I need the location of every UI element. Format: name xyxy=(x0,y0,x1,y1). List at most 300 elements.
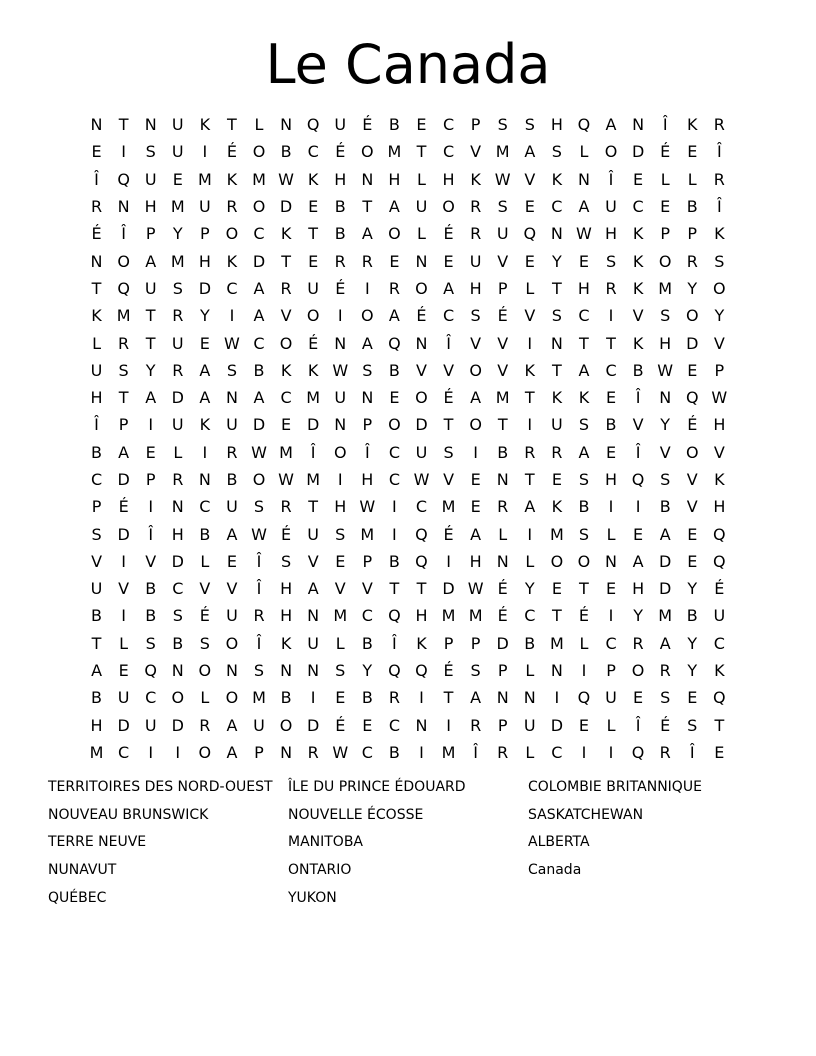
grid-letter: N xyxy=(361,388,374,408)
grid-letter: H xyxy=(469,278,482,298)
grid-letter: Y xyxy=(633,606,643,626)
grid-letter: D xyxy=(252,251,266,271)
grid-letter: B xyxy=(497,442,509,462)
grid-letter: D xyxy=(442,579,455,599)
word-list-item: ALBERTA xyxy=(528,834,590,851)
grid-letter: A xyxy=(118,442,130,462)
grid-letter: K xyxy=(632,224,644,244)
grid-letter: N xyxy=(632,115,645,135)
grid-letter: H xyxy=(280,606,293,626)
grid-letter: B xyxy=(91,688,103,708)
grid-letter: A xyxy=(361,224,373,244)
grid-letter: H xyxy=(334,169,347,189)
grid-letter: E xyxy=(118,661,129,681)
grid-letter: M xyxy=(197,169,212,189)
grid-letter: K xyxy=(91,306,102,326)
grid-letter: N xyxy=(605,551,617,571)
word-list-item: TERRE NEUVE xyxy=(48,834,147,851)
grid-letter: W xyxy=(467,579,484,599)
grid-letter: E xyxy=(308,251,319,271)
grid-letter: Y xyxy=(714,306,725,326)
grid-letter: N xyxy=(334,333,347,353)
grid-letter: Q xyxy=(415,551,428,571)
grid-letter: D xyxy=(496,633,509,653)
grid-letter: S xyxy=(524,115,535,135)
grid-letter: É xyxy=(335,142,346,162)
grid-letter: O xyxy=(225,224,239,244)
grid-row xyxy=(83,302,733,329)
grid-letter: V xyxy=(416,360,427,380)
grid-letter: O xyxy=(252,197,266,217)
grid-letter: H xyxy=(90,388,103,408)
grid-letter: Y xyxy=(199,306,210,326)
grid-letter: K xyxy=(280,360,292,380)
grid-letter: E xyxy=(308,197,319,217)
grid-letter: A xyxy=(199,360,211,380)
grid-letter: Q xyxy=(388,606,401,626)
grid-letter: E xyxy=(172,169,183,189)
grid-letter: A xyxy=(145,388,157,408)
grid-letter: C xyxy=(361,742,373,762)
grid-letter: Y xyxy=(687,278,698,298)
grid-letter: S xyxy=(145,633,156,653)
grid-letter: S xyxy=(362,360,373,380)
grid-letter: C xyxy=(713,633,725,653)
grid-letter: I xyxy=(148,497,154,517)
grid-letter: O xyxy=(198,661,212,681)
grid-letter: B xyxy=(686,197,698,217)
grid-letter: E xyxy=(714,742,725,762)
grid-letter: E xyxy=(389,251,400,271)
grid-letter: O xyxy=(361,142,374,162)
grid-letter: U xyxy=(605,688,617,708)
word-list-item: TERRITOIRES DES NORD-OUEST xyxy=(48,778,273,795)
grid-letter: T xyxy=(227,115,237,135)
grid-letter: W xyxy=(278,470,294,489)
grid-letter: C xyxy=(578,306,590,326)
grid-letter: P xyxy=(497,661,508,681)
grid-letter: I xyxy=(175,742,181,762)
grid-letter: E xyxy=(578,715,589,735)
grid-letter: E xyxy=(389,388,400,408)
grid-letter: B xyxy=(145,579,157,599)
grid-letter: N xyxy=(90,115,103,135)
grid-letter: C xyxy=(172,579,184,599)
grid-letter: K xyxy=(307,360,319,380)
grid-letter: I xyxy=(148,415,154,435)
grid-letter: T xyxy=(362,197,373,217)
grid-letter: W xyxy=(251,524,267,544)
grid-letter: K xyxy=(687,115,698,135)
grid-letter: R xyxy=(659,742,671,762)
grid-letter: U xyxy=(171,415,184,435)
grid-letter: O xyxy=(198,742,212,762)
grid-letter: M xyxy=(360,524,375,544)
grid-letter: K xyxy=(632,333,644,353)
grid-row xyxy=(83,166,733,193)
grid-letter: R xyxy=(388,688,400,708)
grid-letter: R xyxy=(470,197,482,217)
grid-letter: U xyxy=(144,278,157,298)
grid-letter: S xyxy=(660,470,671,489)
grid-letter: R xyxy=(686,251,698,271)
grid-letter: U xyxy=(307,524,320,544)
grid-letter: U xyxy=(551,415,563,435)
grid-letter: U xyxy=(171,333,184,353)
grid-letter: H xyxy=(577,278,590,298)
grid-letter: M xyxy=(549,524,564,544)
grid-letter: C xyxy=(605,360,617,380)
word-list-item: YUKON xyxy=(288,889,337,906)
grid-row xyxy=(83,493,733,520)
grid-letter: T xyxy=(416,579,427,599)
grid-letter: T xyxy=(308,224,319,244)
word-list-row xyxy=(48,773,768,801)
grid-letter: Î xyxy=(689,742,695,762)
grid-letter: S xyxy=(714,251,725,271)
grid-letter: R xyxy=(632,633,644,653)
grid-letter: M xyxy=(170,197,185,217)
grid-letter: U xyxy=(117,688,130,708)
grid-letter: Q xyxy=(713,524,726,544)
grid-letter: S xyxy=(578,415,590,435)
word-list-item: NOUVELLE ÉCOSSE xyxy=(288,806,424,823)
grid-letter: M xyxy=(252,688,266,708)
grid-letter: S xyxy=(497,115,508,135)
grid-letter: S xyxy=(470,661,481,681)
grid-letter: M xyxy=(658,278,673,298)
grid-letter: É xyxy=(714,579,725,599)
grid-letter: N xyxy=(361,169,374,189)
grid-letter: I xyxy=(581,661,587,681)
grid-letter: W xyxy=(711,388,728,408)
grid-letter: P xyxy=(714,360,725,380)
grid-letter: H xyxy=(334,497,347,517)
grid-letter: V xyxy=(470,142,482,162)
grid-letter: L xyxy=(254,115,264,135)
grid-letter: K xyxy=(551,497,563,517)
grid-letter: T xyxy=(308,497,319,517)
grid-letter: E xyxy=(199,333,210,353)
grid-letter: C xyxy=(442,142,455,162)
grid-letter: R xyxy=(226,197,238,217)
grid-row xyxy=(83,138,733,165)
grid-letter: O xyxy=(252,470,266,489)
grid-letter: H xyxy=(144,197,157,217)
grid-letter: I xyxy=(310,688,316,708)
grid-letter: É xyxy=(335,715,346,735)
grid-letter: O xyxy=(361,306,374,326)
grid-letter: B xyxy=(172,633,184,653)
grid-letter: A xyxy=(253,278,265,298)
grid-letter: P xyxy=(470,115,481,135)
grid-letter: R xyxy=(226,442,238,462)
grid-letter: V xyxy=(632,306,644,326)
grid-letter: Q xyxy=(713,688,726,708)
grid-letter: E xyxy=(633,169,644,189)
grid-letter: E xyxy=(633,688,644,708)
grid-letter: S xyxy=(199,633,210,653)
grid-letter: N xyxy=(144,115,157,135)
grid-letter: I xyxy=(229,306,235,326)
grid-letter: Q xyxy=(117,278,130,298)
grid-letter: U xyxy=(605,197,617,217)
grid-letter: T xyxy=(389,579,400,599)
grid-row xyxy=(83,220,733,247)
grid-letter: B xyxy=(659,497,671,517)
grid-letter: C xyxy=(199,497,211,517)
grid-letter: É xyxy=(362,115,373,135)
grid-letter: W xyxy=(278,169,294,189)
grid-letter: I xyxy=(364,278,370,298)
grid-letter: R xyxy=(172,470,184,489)
grid-letter: S xyxy=(91,524,102,544)
grid-letter: M xyxy=(89,742,104,762)
grid-letter: H xyxy=(605,470,618,489)
grid-letter: C xyxy=(442,306,455,326)
grid-letter: Q xyxy=(415,661,428,681)
grid-letter: Î xyxy=(716,142,722,162)
grid-letter: S xyxy=(551,142,562,162)
grid-letter: H xyxy=(361,470,374,489)
grid-letter: K xyxy=(714,661,725,681)
grid-letter: Y xyxy=(687,633,698,653)
grid-letter: B xyxy=(334,224,346,244)
grid-letter: K xyxy=(199,415,211,435)
grid-letter: U xyxy=(144,715,157,735)
grid-letter: S xyxy=(281,551,292,571)
grid-letter: D xyxy=(171,715,184,735)
grid-letter: E xyxy=(335,688,346,708)
grid-letter: S xyxy=(172,606,183,626)
grid-letter: C xyxy=(307,142,319,162)
grid-letter: R xyxy=(388,278,400,298)
grid-letter: O xyxy=(171,688,185,708)
grid-letter: S xyxy=(253,661,265,681)
grid-letter: E xyxy=(687,688,698,708)
grid-letter: S xyxy=(172,278,183,298)
grid-letter: Q xyxy=(388,661,401,681)
grid-row xyxy=(83,357,733,384)
grid-letter: O xyxy=(279,715,293,735)
grid-letter: S xyxy=(335,661,346,681)
grid-letter: V xyxy=(307,551,319,571)
grid-row xyxy=(83,329,733,356)
grid-letter: C xyxy=(551,197,563,217)
grid-letter: H xyxy=(388,169,401,189)
grid-letter: Y xyxy=(687,579,698,599)
grid-letter: A xyxy=(388,306,400,326)
grid-letter: Î xyxy=(256,551,262,571)
grid-letter: I xyxy=(635,497,641,517)
grid-letter: N xyxy=(90,251,103,271)
grid-letter: W xyxy=(251,442,267,462)
grid-letter: M xyxy=(252,169,266,189)
grid-letter: P xyxy=(497,278,508,298)
grid-letter: É xyxy=(497,306,508,326)
grid-letter: C xyxy=(145,688,157,708)
grid-letter: P xyxy=(362,551,373,571)
grid-letter: Q xyxy=(306,115,320,135)
grid-letter: T xyxy=(551,606,562,626)
grid-letter: O xyxy=(117,251,130,271)
grid-letter: É xyxy=(308,333,319,353)
word-search-grid xyxy=(83,111,733,766)
grid-letter: S xyxy=(118,360,129,380)
grid-letter: S xyxy=(253,497,265,517)
grid-letter: D xyxy=(117,524,130,544)
grid-letter: K xyxy=(280,633,292,653)
grid-letter: Q xyxy=(577,115,591,135)
grid-letter: K xyxy=(226,251,238,271)
grid-letter: K xyxy=(470,169,481,189)
grid-letter: O xyxy=(225,688,239,708)
grid-letter: V xyxy=(659,442,671,462)
grid-letter: U xyxy=(415,442,428,462)
grid-letter: Y xyxy=(551,251,562,271)
grid-letter: S xyxy=(335,524,346,544)
grid-letter: Î xyxy=(608,169,614,189)
grid-letter: U xyxy=(90,579,103,599)
grid-letter: Q xyxy=(144,661,157,681)
grid-letter: O xyxy=(225,633,239,653)
grid-letter: N xyxy=(415,333,428,353)
grid-letter: M xyxy=(387,142,402,162)
grid-letter: K xyxy=(280,224,292,244)
word-list xyxy=(48,773,768,911)
grid-letter: S xyxy=(145,142,156,162)
grid-letter: L xyxy=(687,169,697,189)
grid-letter: H xyxy=(605,224,618,244)
grid-letter: W xyxy=(224,333,240,353)
grid-row xyxy=(83,657,733,684)
grid-letter: K xyxy=(199,115,211,135)
grid-letter: B xyxy=(388,551,400,571)
grid-letter: B xyxy=(361,633,373,653)
grid-letter: A xyxy=(388,197,400,217)
grid-letter: D xyxy=(307,715,320,735)
grid-letter: T xyxy=(145,333,156,353)
grid-letter: C xyxy=(388,470,400,489)
grid-letter: N xyxy=(307,661,320,681)
grid-letter: L xyxy=(417,224,426,244)
word-list-item: ÎLE DU PRINCE ÉDOUARD xyxy=(288,778,466,795)
grid-letter: L xyxy=(525,278,535,298)
grid-letter: P xyxy=(470,633,481,653)
grid-letter: H xyxy=(442,169,455,189)
grid-letter: U xyxy=(198,197,211,217)
grid-letter: I xyxy=(392,497,397,517)
grid-letter: Î xyxy=(635,442,641,462)
grid-letter: N xyxy=(550,224,563,244)
grid-letter: U xyxy=(253,715,265,735)
grid-letter: M xyxy=(495,142,510,162)
grid-letter: E xyxy=(687,360,698,380)
grid-letter: U xyxy=(307,278,320,298)
grid-letter: U xyxy=(523,715,536,735)
grid-letter: E xyxy=(633,524,644,544)
grid-letter: L xyxy=(173,442,183,462)
grid-letter: N xyxy=(550,333,563,353)
grid-letter: O xyxy=(631,661,645,681)
grid-letter: Y xyxy=(145,360,156,380)
grid-letter: É xyxy=(443,661,454,681)
grid-letter: K xyxy=(551,388,563,408)
grid-letter: R xyxy=(659,661,671,681)
grid-letter: O xyxy=(279,333,293,353)
grid-letter: I xyxy=(527,333,533,353)
grid-letter: T xyxy=(606,333,616,353)
grid-letter: B xyxy=(280,142,292,162)
grid-letter: N xyxy=(280,661,293,681)
grid-letter: M xyxy=(333,606,348,626)
grid-letter: S xyxy=(578,524,590,544)
grid-letter: V xyxy=(334,579,346,599)
grid-letter: A xyxy=(226,715,238,735)
grid-letter: A xyxy=(470,388,482,408)
grid-letter: É xyxy=(497,606,508,626)
grid-letter: Y xyxy=(362,661,373,681)
grid-row xyxy=(83,193,733,220)
grid-letter: N xyxy=(117,197,130,217)
grid-row xyxy=(83,520,733,547)
grid-letter: L xyxy=(335,633,345,653)
grid-letter: Y xyxy=(687,661,698,681)
grid-letter: U xyxy=(496,224,509,244)
grid-letter: A xyxy=(470,688,482,708)
grid-letter: S xyxy=(605,251,617,271)
grid-letter: P xyxy=(145,470,156,489)
grid-letter: P xyxy=(606,661,616,681)
grid-letter: R xyxy=(361,251,373,271)
grid-row xyxy=(83,439,733,466)
grid-letter: B xyxy=(524,633,536,653)
grid-letter: Q xyxy=(631,470,645,489)
grid-row xyxy=(83,275,733,302)
grid-letter: O xyxy=(442,197,455,217)
grid-letter: O xyxy=(306,306,320,326)
grid-letter: M xyxy=(116,306,131,326)
grid-letter: M xyxy=(279,442,293,462)
grid-letter: É xyxy=(578,606,589,626)
grid-letter: M xyxy=(658,606,673,626)
grid-letter: R xyxy=(497,497,509,517)
grid-letter: U xyxy=(90,360,103,380)
grid-letter: R xyxy=(713,169,725,189)
grid-letter: Î xyxy=(148,524,154,544)
grid-letter: O xyxy=(469,360,482,380)
grid-letter: W xyxy=(657,360,674,380)
grid-letter: B xyxy=(334,197,346,217)
grid-row xyxy=(83,111,733,138)
word-list-row xyxy=(48,884,768,912)
grid-letter: E xyxy=(524,251,535,271)
grid-letter: O xyxy=(604,142,618,162)
grid-letter: L xyxy=(200,551,210,571)
grid-letter: V xyxy=(686,497,698,517)
grid-letter: U xyxy=(171,115,184,135)
grid-letter: R xyxy=(470,224,482,244)
grid-letter: E xyxy=(145,442,156,462)
grid-letter: S xyxy=(578,470,590,489)
grid-letter: N xyxy=(334,415,347,435)
grid-letter: I xyxy=(121,142,126,162)
grid-letter: N xyxy=(496,688,509,708)
grid-letter: P xyxy=(497,715,508,735)
grid-letter: I xyxy=(202,442,208,462)
grid-letter: Î xyxy=(473,742,478,762)
grid-letter: V xyxy=(524,306,536,326)
